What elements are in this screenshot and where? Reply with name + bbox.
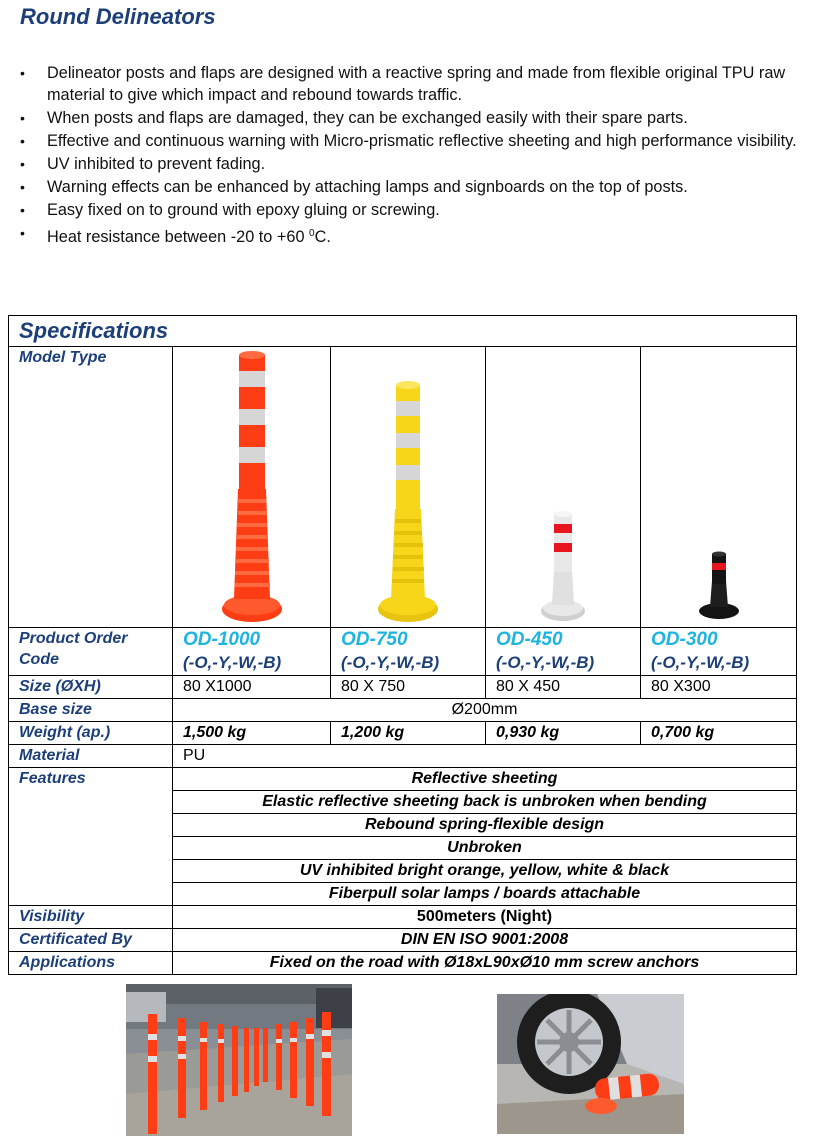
bullet-icon: • — [20, 109, 25, 126]
feature-item: Reflective sheeting — [173, 768, 797, 791]
bullet-icon: • — [20, 178, 25, 195]
weight-value: 0,930 kg — [486, 722, 641, 745]
bullet-item: • Easy fixed on to ground with epoxy gluing or screwing. — [20, 200, 810, 222]
feature-item: Fiberpull solar lamps / boards attachable — [173, 883, 797, 906]
weight-value: 0,700 kg — [641, 722, 797, 745]
base-size-label: Base size — [9, 699, 173, 722]
bullet-item: • UV inhibited to prevent fading. — [20, 154, 810, 176]
material-value: PU — [173, 745, 797, 768]
feature-item: Unbroken — [173, 837, 797, 860]
black-delineator-post-icon — [669, 349, 769, 627]
specifications-header: Specifications — [9, 316, 797, 347]
weight-value: 1,500 kg — [173, 722, 331, 745]
weight-value: 1,200 kg — [331, 722, 486, 745]
size-value: 80 X 450 — [486, 676, 641, 699]
visibility-label: Visibility — [9, 906, 173, 929]
weight-label: Weight (ap.) — [9, 722, 173, 745]
applications-label: Applications — [9, 952, 173, 975]
size-value: 80 X300 — [641, 676, 797, 699]
bullet-icon: • — [20, 201, 25, 218]
order-code-od-300: OD-300 (-O,-Y,-W,-B) — [641, 628, 797, 676]
bullet-item: • When posts and flaps are damaged, they can be exchanged easily with their spare parts. — [20, 108, 810, 130]
feature-item: Elastic reflective sheeting back is unbroken when bending — [173, 791, 797, 814]
product-image-od-450 — [486, 347, 641, 628]
certificated-label: Certificated By — [9, 929, 173, 952]
product-image-od-300 — [641, 347, 797, 628]
specifications-table — [8, 315, 797, 975]
material-label: Material — [9, 745, 173, 768]
bullet-item: • Heat resistance between -20 to +60 $^0$C. — [20, 224, 331, 246]
size-value: 80 X 750 — [331, 676, 486, 699]
size-value: 80 X1000 — [173, 676, 331, 699]
bullet-icon: • — [20, 65, 25, 81]
bullet-icon: • — [20, 132, 25, 149]
order-code-od-1000: OD-1000 (-O,-Y,-W,-B) — [173, 628, 331, 676]
page-title: Round Delineators — [20, 4, 216, 29]
bullet-item: • Warning effects can be enhanced by attaching lamps and signboards on the top of posts. — [20, 177, 810, 199]
bullet-item: • Delineator posts and flaps are designed with a reactive spring and made from flexible original TPU raw material to give which impact and rebound towards traffic. — [20, 64, 786, 104]
base-size-value: Ø200mm — [173, 699, 797, 722]
model-type-label: Model Type — [9, 347, 173, 628]
features-label: Features — [9, 768, 173, 906]
certificated-value: DIN EN ISO 9001:2008 — [173, 929, 797, 952]
visibility-value: 500meters (Night) — [173, 906, 797, 929]
order-code-od-750: OD-750 (-O,-Y,-W,-B) — [331, 628, 486, 676]
road-installation-photo — [126, 984, 352, 1136]
order-code-od-450: OD-450 (-O,-Y,-W,-B) — [486, 628, 641, 676]
orange-delineator-post-icon — [202, 349, 302, 627]
applications-value: Fixed on the road with Ø18xL90xØ10 mm screw anchors — [173, 952, 797, 975]
feature-item: Rebound spring-flexible design — [173, 814, 797, 837]
size-label: Size (ØXH) — [9, 676, 173, 699]
bullet-icon: • — [20, 224, 25, 241]
yellow-delineator-post-icon — [358, 349, 458, 627]
bullet-item: • Effective and continuous warning with Micro-prismatic reflective sheeting and high performance visibility. — [20, 131, 810, 153]
order-code-label: Product Order Code — [9, 628, 173, 676]
product-image-od-750 — [331, 347, 486, 628]
feature-item: UV inhibited bright orange, yellow, white & black — [173, 860, 797, 883]
white-delineator-post-icon — [513, 349, 613, 627]
bullet-icon: • — [20, 155, 25, 172]
tire-impact-photo — [497, 994, 684, 1134]
feature-bullet-list — [20, 63, 810, 250]
product-image-od-1000 — [173, 347, 331, 628]
